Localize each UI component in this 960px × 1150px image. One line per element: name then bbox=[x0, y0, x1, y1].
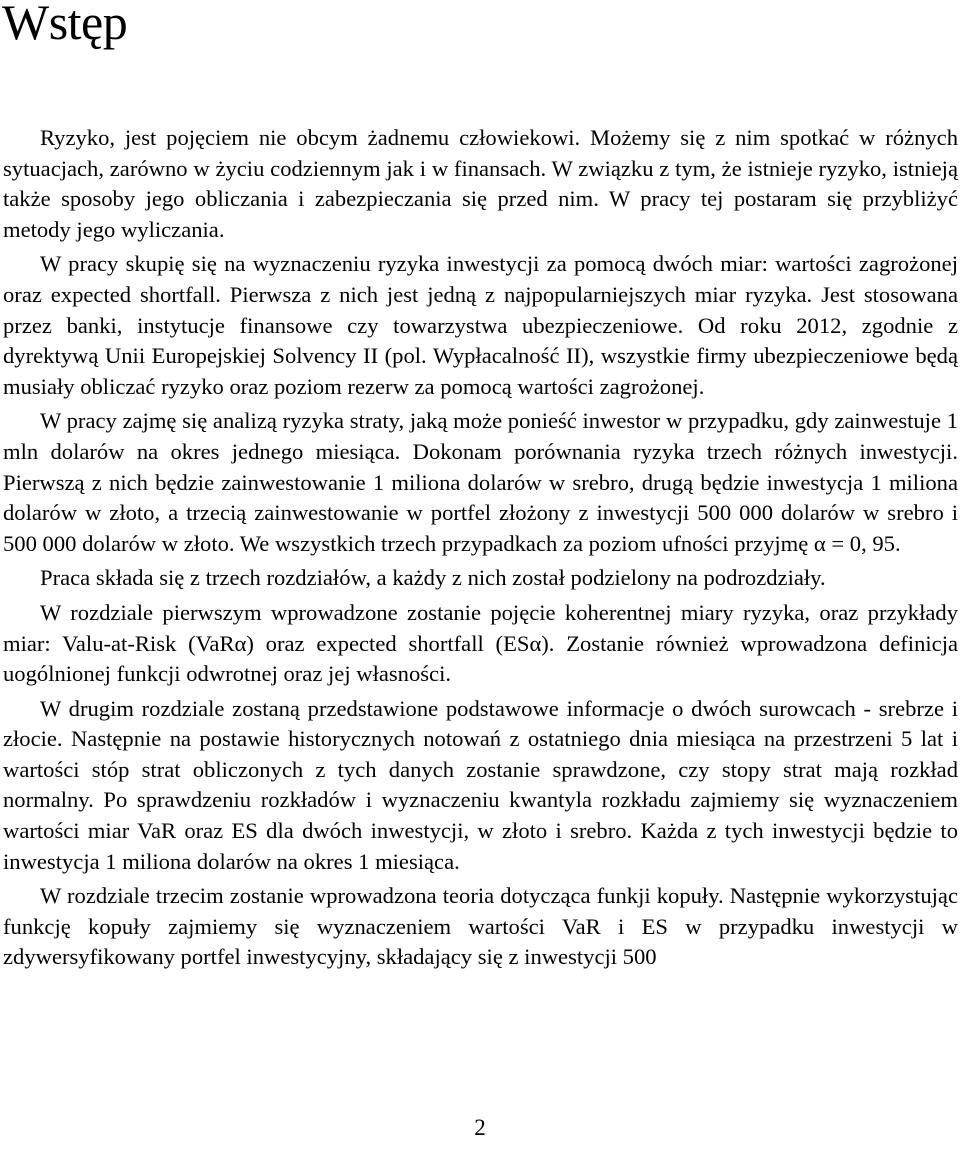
paragraph-chapter-one: W rozdziale pierwszym wprowadzone zostanie pojęcie koherentnej miary ryzyka, oraz przykłady miar: Valu-at-Risk (VaRα) oraz expected shortfall (ESα). Zostanie również wprowadzona definicja uogólnionej funkcji odwrotnej oraz jej własności. bbox=[3, 599, 958, 687]
paragraph-intro: Ryzyko, jest pojęciem nie obcym żadnemu człowiekowi. Możemy się z nim spotkać w różnych sytuacjach, zarówno w życiu codziennym jak i w finansach. W związku z tym, że istnieje ryzyko, istnieją także sposoby jego obliczania i zabezpieczania się przed nim. W pracy tej postaram się przybliżyć metody jego wyliczania. bbox=[3, 125, 958, 242]
paragraph-chapter-three: W rozdziale trzecim zostanie wprowadzona teoria dotycząca funkji kopuły. Następnie wykorzystując funkcję kopuły zajmiemy się wyznaczeniem wartości VaR i ES w przypadku inwestycji w zdywersyfikowany portfel inwestycyjny, składający się z inwestycji 500 bbox=[3, 883, 958, 970]
chapter-title: Wstęp bbox=[2, 0, 128, 50]
paragraph-investments: W pracy zajmę się analizą ryzyka straty, jaką może ponieść inwestor w przypadku, gdy zainwestuje 1 mln dolarów na okres jednego miesiąca. Dokonam porównania ryzyka trzech różnych inwestycji. Pierwszą z nich będzie zainwestowanie 1 miliona dolarów w srebro, drugą będzie inwestycja 1 miliona dolarów w złoto, a trzecią zainwestowanie w portfel złożony z inwestycji 500 000 dolarów w srebro i 500 000 dolarów w złoto. We wszystkich trzech przypadkach za poziom ufności przyjmę α = 0, 95. bbox=[3, 408, 958, 556]
paragraph-risk-measures: W pracy skupię się na wyznaczeniu ryzyka inwestycji za pomocą dwóch miar: wartości zagrożonej oraz expected shortfall. Pierwsza z nich jest jedną z najpopularniejszych miar ryzyka. Jest stosowana przez banki, instytucje finansowe czy towarzystwa ubezpieczeniowe. Od roku 2012, zgodnie z dyrektywą Unii Europejskiej Solvency II (pol. Wypłacalność II), wszystkie firmy ubezpieczeniowe będą musiały obliczać ryzyko oraz poziom rezerw za pomocą wartości zagrożonej. bbox=[3, 251, 958, 399]
body-text bbox=[3, 123, 958, 973]
paragraph-chapter-two: W drugim rozdziale zostaną przedstawione podstawowe informacje o dwóch surowcach - srebrze i złocie. Następnie na postawie historycznych notowań z ostatniego dnia miesiąca na przestrzeni 5 lat i wartości stóp strat obliczonych z tych danych zostanie sprawdzone, czy stopy strat mają rozkład normalny. Po sprawdzeniu rozkładów i wyznaczeniu kwantyla rozkładu zajmiemy się wyznaczeniem wartości miar VaR oraz ES dla dwóch inwestycji, w złoto i srebro. Każda z tych inwestycji będzie to inwestycja 1 miliona dolarów na okres 1 miesiąca. bbox=[3, 695, 958, 874]
page-number: 2 bbox=[474, 1115, 486, 1140]
paragraph-structure: Praca składa się z trzech rozdziałów, a każdy z nich został podzielony na podrozdziały. bbox=[40, 565, 826, 591]
